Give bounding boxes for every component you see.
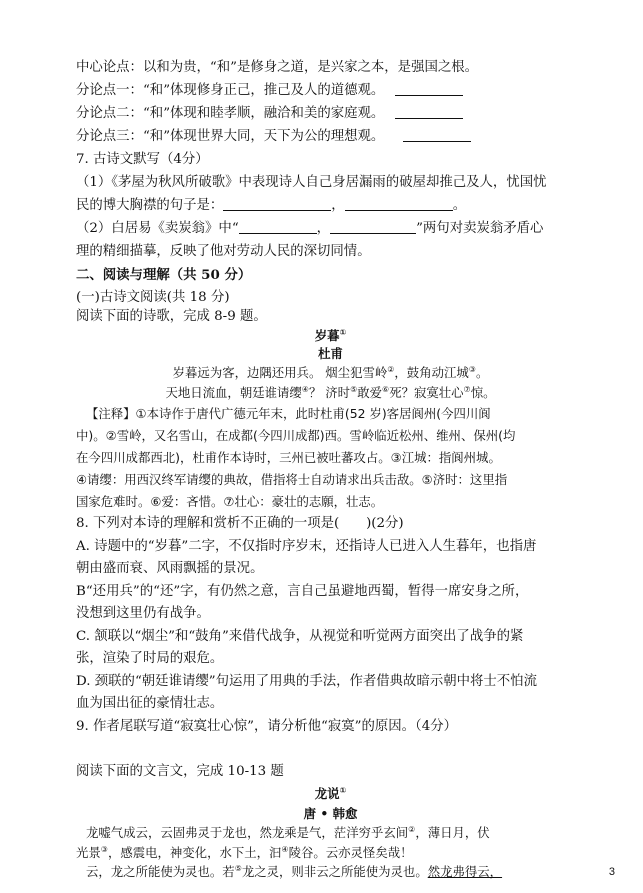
- poem-author: 杜甫: [318, 346, 343, 361]
- prose-line-3: 云，龙之所能使为灵也。若⑤龙之灵，则非云之所能使为灵也。然龙弗得云，: [86, 863, 503, 879]
- question-7-title: 7. 古诗文默写（4分）: [76, 152, 209, 167]
- answer-blank[interactable]: [239, 219, 317, 234]
- poem-instruction: 阅读下面的诗歌，完成 8-9 题。: [76, 309, 267, 324]
- question-8-stem: 8. 下列对本诗的理解和赏析不正确的一项是( )(2分): [76, 516, 404, 531]
- question-8-option-a-2: 朝由盛而衰、风雨飘摇的景况。: [76, 561, 264, 576]
- question-8-option-d-1: D. 颈联的“朝廷谁请缨”句运用了用典的手法，作者借典故暗示朝中将士不怕流: [76, 674, 537, 689]
- question-7-1-line-2: 民的博大胸襟的句子是： ， 。: [76, 198, 467, 213]
- sub-argument-3: 分论点三：“和”体现世界大同，天下为公的理想观。: [76, 127, 585, 147]
- poem-line-1: 岁暮远为客，边隅还用兵。 烟尘犯雪岭②，鼓角动江城③。: [172, 364, 489, 380]
- question-8-option-a-1: A. 诗题中的“岁暮”二字，不仅指时序岁末，还指诗人已进入人生暮年，也指唐: [76, 539, 537, 554]
- poem-line-2: 天地日流血，朝廷谁请缨④？ 济时⑤敢爱⑥死？寂寞壮心⑦惊。: [165, 384, 496, 400]
- poem-note-line-4: ④请缨：用西汉终军请缨的典故，借指将士自动请求出兵击敌。⑤济时：这里指: [76, 472, 508, 487]
- poem-note-line-3: 在今四川成都西北)，杜甫作本诗时，三州已被吐蕃攻占。③江城：指阆州城。: [76, 450, 501, 465]
- poem-note-line-2: 中)。②雪岭，又名雪山，在成都(今四川成都)西。雪岭临近松州、维州、保州(均: [76, 428, 516, 443]
- answer-blank[interactable]: [395, 104, 463, 119]
- question-7-2-line-2: 理的精细描摹，反映了他对劳动人民的深切同情。: [76, 244, 371, 259]
- question-9: 9. 作者尾联写道“寂寞壮心惊”，请分析他“寂寞”的原因。（4分）: [76, 719, 457, 734]
- page-number: 3: [608, 866, 615, 878]
- poem-note-line-1: 【注释】①本诗作于唐代广德元年末，此时杜甫(52 岁)客居阆州(今四川阆: [86, 406, 491, 421]
- question-7-2-line-1: （2）白居易《卖炭翁》中“ ， ”两句对卖炭翁矛盾心: [76, 221, 544, 236]
- question-8-option-b-2: 没想到这里仍有战争。: [76, 606, 210, 621]
- prose-line-2: 光景③，感震电，神变化，水下土，汩④陵谷。云亦灵怪矣哉！: [76, 844, 413, 860]
- answer-blank[interactable]: [403, 127, 471, 142]
- prose-line-1: 龙嘘气成云，云固弗灵于龙也，然龙乘是气，茫洋穷乎玄间②，薄日月，伏: [86, 824, 490, 840]
- prose-title: 龙说①: [314, 785, 347, 801]
- section-2-heading: 二、阅读与理解（共 50 分）: [76, 267, 252, 283]
- sub-argument-2: 分论点二：“和”体现和睦孝顺，融洽和美的家庭观。: [76, 104, 585, 124]
- answer-blank[interactable]: [345, 196, 453, 211]
- answer-blank[interactable]: [223, 196, 331, 211]
- answer-blank[interactable]: [330, 219, 416, 234]
- poem-note-line-5: 国家危难时。⑥爱：吝惜。⑦壮心：豪壮的志願，壮志。: [76, 494, 384, 509]
- poem-title: 岁暮①: [314, 327, 347, 343]
- question-8-option-d-2: 血为国出征的豪情壮志。: [76, 696, 224, 711]
- sub-argument-1: 分论点一：“和”体现修身正己，推己及人的道德观。: [76, 81, 585, 101]
- question-7-1-line-1: （1）《茅屋为秋风所破歌》中表现诗人自己身居漏雨的破屋却推己及人，忧国忧: [76, 175, 547, 190]
- prose-author: 唐 • 韩愈: [303, 806, 358, 821]
- central-argument: 中心论点：以和为贵，“和”是修身之道，是兴家之本，是强国之根。: [76, 60, 479, 75]
- question-8-option-b-1: B“还用兵”的“还”字，有仍然之意，言自己虽避地西蜀，暂得一席安身之所，: [76, 584, 529, 599]
- question-8-option-c-2: 张，渲染了时局的艰危。: [76, 651, 224, 666]
- answer-blank[interactable]: [395, 81, 463, 96]
- prose-instruction: 阅读下面的文言文，完成 10-13 题: [76, 764, 284, 779]
- subsection-1-heading: (一)古诗文阅读(共 18 分): [76, 290, 230, 305]
- question-8-option-c-1: C. 颔联以“烟尘”和“鼓角”来借代战争，从视觉和听觉两方面突出了战争的紧: [76, 629, 524, 644]
